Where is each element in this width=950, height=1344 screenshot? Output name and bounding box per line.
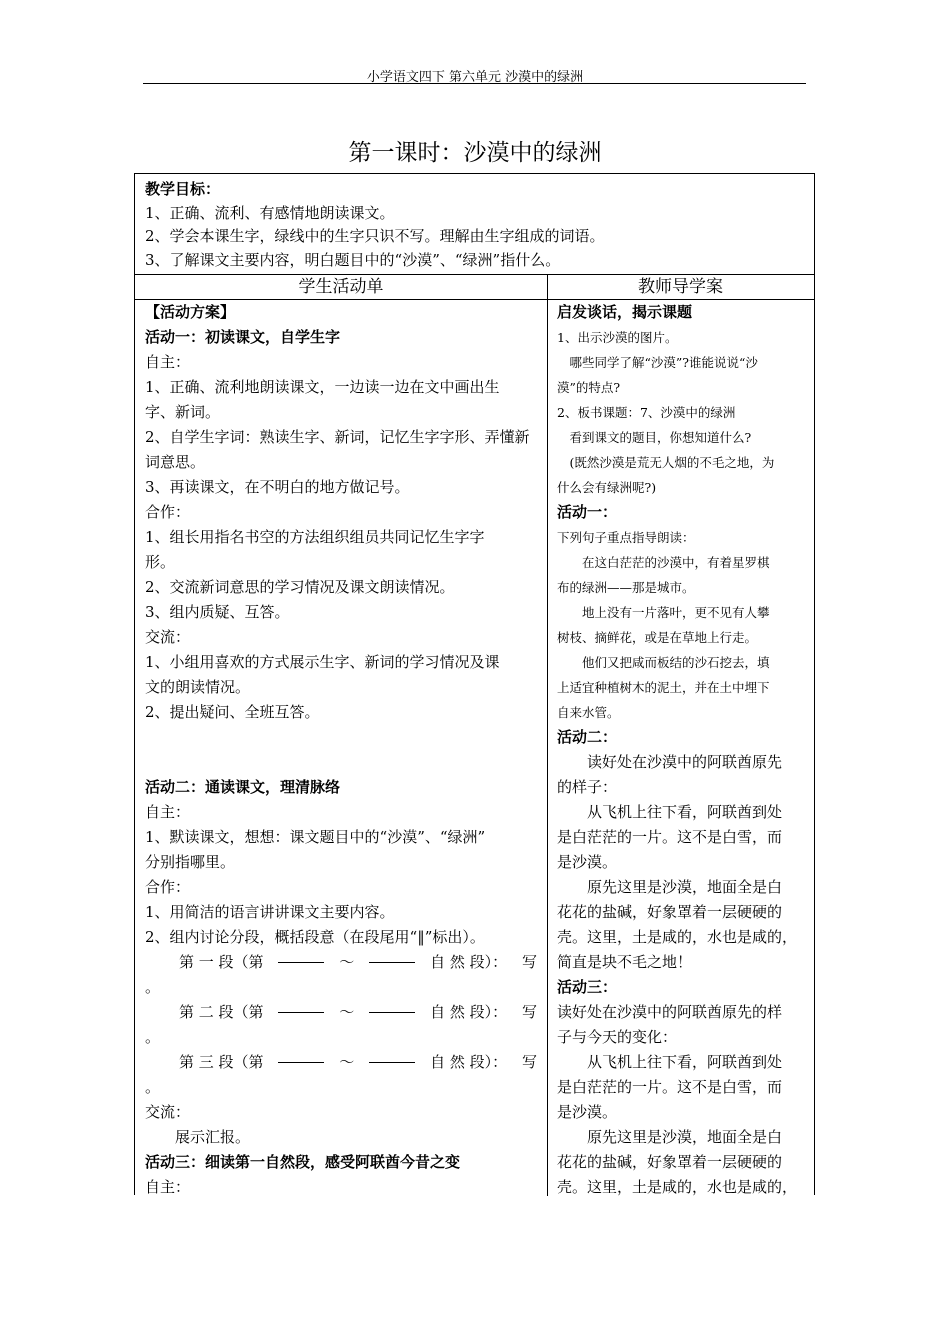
text-line: 1、正确、流利地朗读课文，一边读一边在文中画出生 [145,378,500,396]
text-line: 词意思。 [145,453,206,471]
text-line: 2、板书课题：7、沙漠中的绿洲 [557,405,736,420]
tilde: ～ [339,1053,355,1071]
teacher-activity-1-title: 活动一： [557,503,618,521]
text-line: 形。 [145,553,176,571]
segment-suffix: 自 然 段）： [430,1003,508,1021]
text-line: 自来水管。 [557,705,620,720]
text-line: 从飞机上往下看，阿联酋到处 [587,803,783,821]
segment-prefix: 第 一 段（第 [179,953,264,971]
tilde: ～ [339,953,355,971]
text-line: 下列句子重点指导朗读： [557,530,695,545]
page-title: 第一课时：沙漠中的绿洲 [348,140,602,166]
text-line: 1、小组用喜欢的方式展示生字、新词的学习情况及课 [145,653,500,671]
tilde: ～ [339,1003,355,1021]
text-line: 在这白茫茫的沙漠中，有着星罗棋 [582,555,770,570]
lesson-table [134,173,815,1195]
text-line: 读好处在沙漠中的阿联酋原先 [587,753,783,771]
self-study-label: 自主： [145,353,191,371]
activity-3-title: 活动三：细读第一自然段，感受阿联酋今昔之变 [145,1153,461,1171]
text-line: 展示汇报。 [175,1128,251,1146]
text-line: (既然沙漠是荒无人烟的不毛之地，为 [569,455,775,470]
fill-blank[interactable] [278,950,324,963]
text-line: 子与今天的变化： [557,1028,678,1046]
segment-write: 写 [521,1003,537,1021]
text-line: 3、组内质疑、互答。 [145,603,290,621]
segment-write: 写 [521,953,537,971]
text-line: 花花的盐碱，好象罩着一层硬硬的 [557,1153,783,1171]
segment-suffix: 自 然 段）： [430,953,508,971]
fill-blank[interactable] [278,1050,324,1063]
text-line: 什么会有绿洲呢?) [557,480,657,495]
text-line: 他们又把咸而板结的沙石挖去，填 [582,655,770,670]
text-line: 地上没有一片落叶，更不见有人攀 [582,605,770,620]
teaching-goals-cell [135,174,814,275]
goal-item: 3、了解课文主要内容，明白题目中的“沙漠”、“绿洲”指什么。 [145,250,561,269]
goals-heading: 教学目标： [145,180,221,198]
text-line: 1、默读课文，想想：课文题目中的“沙漠”、“绿洲” [145,828,486,846]
text-line: 哪些同学了解“沙漠”?谁能说说“沙 [569,355,758,370]
text-line: 1、用简洁的语言讲讲课文主要内容。 [145,903,395,921]
fill-blank[interactable] [369,1000,415,1013]
segment-fill-line [145,1000,537,1025]
fill-blank[interactable] [278,1000,324,1013]
text-line: 简直是块不毛之地！ [557,953,693,971]
text-line: 是白茫茫的一片。这不是白雪，而 [557,1078,783,1096]
segment-suffix: 自 然 段）： [430,1053,508,1071]
activity-2-title: 活动二：通读课文，理清脉络 [145,778,341,796]
activity-1-title: 活动一：初读课文，自学生字 [145,328,341,346]
teacher-guide-column [557,300,807,1200]
running-header: 小学语文四下 第六单元 沙漠中的绿洲 [366,70,584,85]
text-line: 壳。这里，土是咸的，水也是咸的， [557,928,798,946]
cooperation-label: 合作： [145,503,191,521]
segment-end-mark: 。 [145,1078,161,1096]
exchange-label: 交流： [145,628,191,646]
segment-end-mark: 。 [145,1028,161,1046]
self-study-label: 自主： [145,1178,191,1196]
text-line: 1、出示沙漠的图片。 [557,330,678,345]
column-divider [547,275,548,1196]
text-line: 原先这里是沙漠，地面全是白 [587,1128,783,1146]
text-line: 是白茫茫的一片。这不是白雪，而 [557,828,783,846]
text-line: 壳。这里，土是咸的，水也是咸的， [557,1178,798,1196]
teacher-activity-2-title: 活动二： [557,728,618,746]
column-header-student: 学生活动单 [135,275,547,300]
segment-fill-line [145,1050,537,1075]
text-line: 文的朗读情况。 [145,678,251,696]
text-line: 2、交流新词意思的学习情况及课文朗读情况。 [145,578,455,596]
segment-write: 写 [521,1053,537,1071]
text-line: 上适宜种植树木的泥土，并在土中埋下 [557,680,770,695]
goal-item: 2、学会本课生字，绿线中的生字只识不写。理解由生字组成的词语。 [145,227,605,245]
text-line: 的样子： [557,778,618,796]
intro-title: 启发谈话，揭示课题 [557,303,693,321]
text-line: 花花的盐碱，好象罩着一层硬硬的 [557,903,783,921]
exchange-label: 交流： [145,1103,191,1121]
segment-prefix: 第 二 段（第 [179,1003,264,1021]
text-line: 2、组内讨论分段，概括段意（在段尾用“‖”标出）。 [145,928,485,946]
header-rule [143,83,806,84]
text-line: 读好处在沙漠中的阿联酋原先的样 [557,1003,783,1021]
spacer [145,725,537,775]
segment-prefix: 第 三 段（第 [179,1053,264,1071]
segment-fill-line [145,950,537,975]
student-activity-column [145,300,537,1200]
text-line: 2、自学生字词：熟读生字、新词，记忆生字字形、弄懂新 [145,428,530,446]
fill-blank[interactable] [369,950,415,963]
text-line: 原先这里是沙漠，地面全是白 [587,878,783,896]
text-line: 从飞机上往下看，阿联酋到处 [587,1053,783,1071]
text-line: 树枝、摘鲜花，或是在草地上行走。 [557,630,758,645]
text-line: 布的绿洲——那是城市。 [557,580,695,595]
teacher-activity-3-title: 活动三： [557,978,618,996]
text-line: 3、再读课文，在不明白的地方做记号。 [145,478,410,496]
fill-blank[interactable] [369,1050,415,1063]
cooperation-label: 合作： [145,878,191,896]
column-header-teacher: 教师导学案 [547,275,814,300]
text-line: 看到课文的题目，你想知道什么? [569,430,752,445]
text-line: 是沙漠。 [557,853,618,871]
plan-heading: 【活动方案】 [145,303,236,321]
text-line: 漠”的特点? [557,380,621,395]
text-line: 是沙漠。 [557,1103,618,1121]
self-study-label: 自主： [145,803,191,821]
text-line: 字、新词。 [145,403,221,421]
segment-end-mark: 。 [145,978,161,996]
goal-item: 1、正确、流利、有感情地朗读课文。 [145,203,395,222]
text-line: 分别指哪里。 [145,853,236,871]
text-line: 2、提出疑问、全班互答。 [145,703,320,721]
text-line: 1、组长用指名书空的方法组织组员共同记忆生字字 [145,528,485,546]
